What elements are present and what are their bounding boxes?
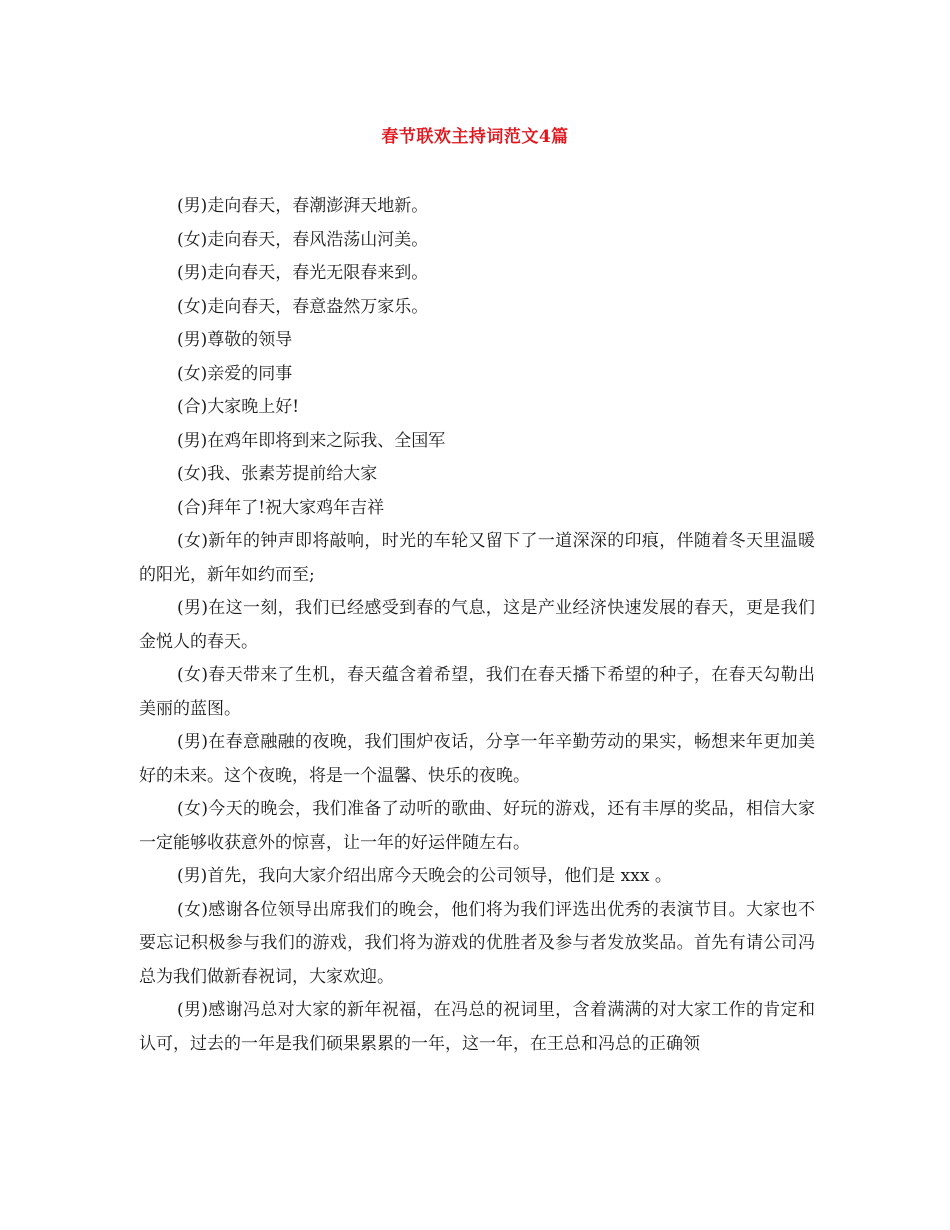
paragraph: (女)走向春天，春风浩荡山河美。 — [177, 229, 429, 250]
paragraph: (女)走向春天，春意盎然万家乐。 — [177, 296, 429, 317]
paragraph: (女)春天带来了生机，春天蕴含着希望，我们在春天播下希望的种子，在春天勾勒出美丽的蓝图。 — [139, 665, 815, 719]
paragraph: (女)新年的钟声即将敲响，时光的车轮又留下了一道深深的印痕，伴随着冬天里温暖的阳光，新年如约而至; — [139, 531, 815, 585]
paragraph: (合)大家晚上好! — [177, 397, 300, 417]
paragraph: (男)感谢冯总对大家的新年祝福，在冯总的祝词里，含着满满的对大家工作的肯定和认可，过去的一年是我们硕果累累的一年，这一年，在王总和冯总的正确领 — [139, 1000, 815, 1054]
paragraph: (男)首先，我向大家介绍出席今天晚会的公司领导，他们是 xxx 。 — [177, 866, 672, 886]
document-body — [139, 190, 815, 1061]
paragraph: (女)亲爱的同事 — [177, 363, 293, 384]
paragraph: (女)今天的晚会，我们准备了动听的歌曲、好玩的游戏，还有丰厚的奖品，相信大家一定能够收获意外的惊喜，让一年的好运伴随左右。 — [139, 799, 815, 853]
paragraph: (男)在鸡年即将到来之际我、全国军 — [177, 430, 446, 451]
paragraph: (男)尊敬的领导 — [177, 330, 293, 350]
paragraph: (女)我、张素芳提前给大家 — [177, 464, 378, 484]
paragraph: (女)感谢各位领导出席我们的晚会，他们将为我们评选出优秀的表演节目。大家也不要忘记积极参与我们的游戏，我们将为游戏的优胜者及参与者发放奖品。首先有请公司冯总为我们做新春祝词，大家欢迎。 — [139, 899, 815, 987]
paragraph: (合)拜年了!祝大家鸡年吉祥 — [177, 497, 385, 518]
paragraph: (男)走向春天，春潮澎湃天地新。 — [177, 196, 429, 216]
paragraph: (男)走向春天，春光无限春来到。 — [177, 263, 429, 283]
paragraph: (男)在这一刻，我们已经感受到春的气息，这是产业经济快速发展的春天，更是我们金悦人的春天。 — [139, 598, 815, 652]
document-title: 春节联欢主持词范文4篇 — [381, 127, 569, 147]
paragraph: (男)在春意融融的夜晚，我们围炉夜话，分享一年辛勤劳动的果实，畅想来年更加美好的未来。这个夜晚，将是一个温馨、快乐的夜晚。 — [139, 732, 815, 786]
